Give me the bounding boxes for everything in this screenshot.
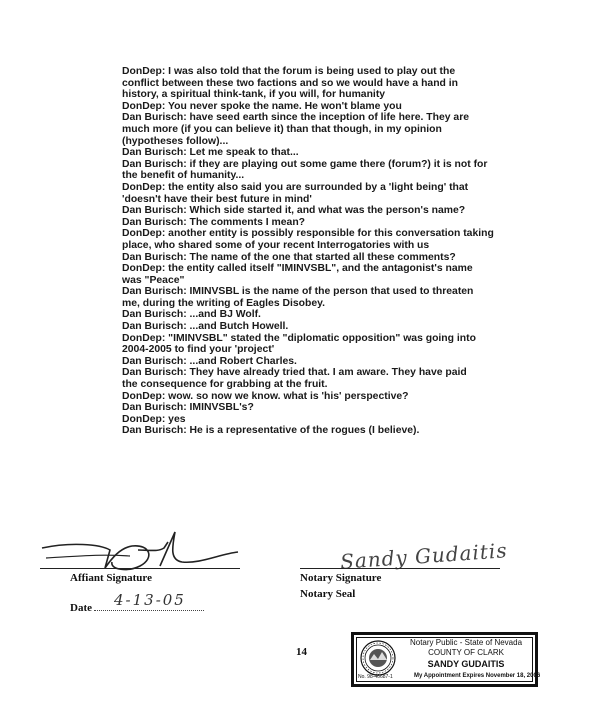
transcript-line: the consequence for grabbing at the fruit. (122, 379, 328, 391)
transcript-line: Dan Burisch: Which side started it, and what was the person's name? (122, 205, 466, 217)
notary-signature-line (300, 568, 500, 569)
transcript-line: Dan Burisch: He is a representative of the rogues (I believe). (122, 425, 420, 437)
stamp-line-county: COUNTY OF CLARK (428, 648, 504, 657)
transcript-line: conflict between these two factions and so we would have a hand in (122, 77, 459, 89)
transcript-line: the benefit of humanity... (122, 170, 245, 182)
transcript-line: DonDep: wow. so now we know. what is 'his' perspective? (122, 390, 409, 402)
transcript-line: Dan Burisch: have seed earth since the inception of life here. They are (122, 112, 470, 124)
stamp-line-expiry: My Appointment Expires November 18, 2006 (414, 673, 541, 679)
transcript-line: 'doesn't have their best future in mind' (122, 193, 312, 205)
transcript-line: (hypotheses follow)... (122, 135, 229, 147)
transcript-line: Dan Burisch: if they are playing out some game there (forum?) it is not for (122, 158, 488, 170)
affiant-signature-line (40, 568, 240, 569)
transcript-line: DonDep: You never spoke the name. He won't blame you (122, 100, 402, 112)
date-value: 4-13-05 (114, 591, 186, 609)
notary-signature-label: Notary Signature (300, 572, 382, 584)
notary-stamp (351, 632, 541, 687)
transcript-line: Dan Burisch: ...and BJ Wolf. (122, 309, 261, 321)
transcript-line: me, during the writing of Eagles Disobey. (122, 297, 326, 309)
transcript-line: DonDep: the entity also said you are surrounded by a 'light being' that (122, 181, 469, 193)
stamp-line-state: Notary Public - State of Nevada (409, 638, 523, 647)
transcript-line: much more (if you can believe it) than that though, in my opinion (122, 123, 442, 135)
transcript-line: Dan Burisch: ...and Butch Howell. (122, 321, 289, 333)
state-seal-icon (360, 640, 396, 676)
transcript-line: DonDep: "IMINVSBL" stated the "diplomatic opposition" was going into (122, 332, 476, 344)
transcript-line: 2004-2005 to find your 'project' (122, 344, 275, 356)
transcript-line: Dan Burisch: They have already tried that. I am aware. They have paid (122, 367, 467, 379)
notary-signature-image: Sandy Gudaitis (339, 538, 509, 574)
transcript-line: Dan Burisch: The name of the one that started all these comments? (122, 251, 456, 263)
affiant-signature-label: Affiant Signature (70, 572, 152, 584)
date-line (94, 610, 204, 611)
transcript-line: was "Peace" (122, 274, 185, 286)
transcript-line: Dan Burisch: IMINVSBL's? (122, 402, 254, 414)
transcript-line: DonDep: the entity called itself "IMINVSBL", and the antagonist's name (122, 263, 473, 275)
transcript-line: Dan Burisch: ...and Robert Charles. (122, 355, 297, 367)
stamp-number: No. 98-46687-1 (358, 674, 393, 680)
transcript-line: Dan Burisch: Let me speak to that... (122, 147, 299, 159)
transcript-line: DonDep: yes (122, 413, 186, 425)
transcript-line: history, a spiritual think-tank, if you will, for humanity (122, 89, 386, 101)
transcript-line: DonDep: another entity is possibly responsible for this conversation taking (122, 228, 494, 240)
transcript-line: DonDep: I was also told that the forum is being used to play out the (122, 66, 456, 77)
stamp-line-name: SANDY GUDAITIS (427, 659, 505, 669)
transcript-line: Dan Burisch: The comments I mean? (122, 216, 306, 228)
date-label: Date (70, 602, 92, 614)
transcript-line: Dan Burisch: IMINVSBL is the name of the person that used to threaten (122, 286, 474, 298)
page-number: 14 (296, 646, 307, 658)
transcript-line: place, who shared some of your recent Interrogatories with us (122, 239, 430, 251)
notary-seal-label: Notary Seal (300, 588, 356, 600)
transcript (122, 66, 542, 437)
